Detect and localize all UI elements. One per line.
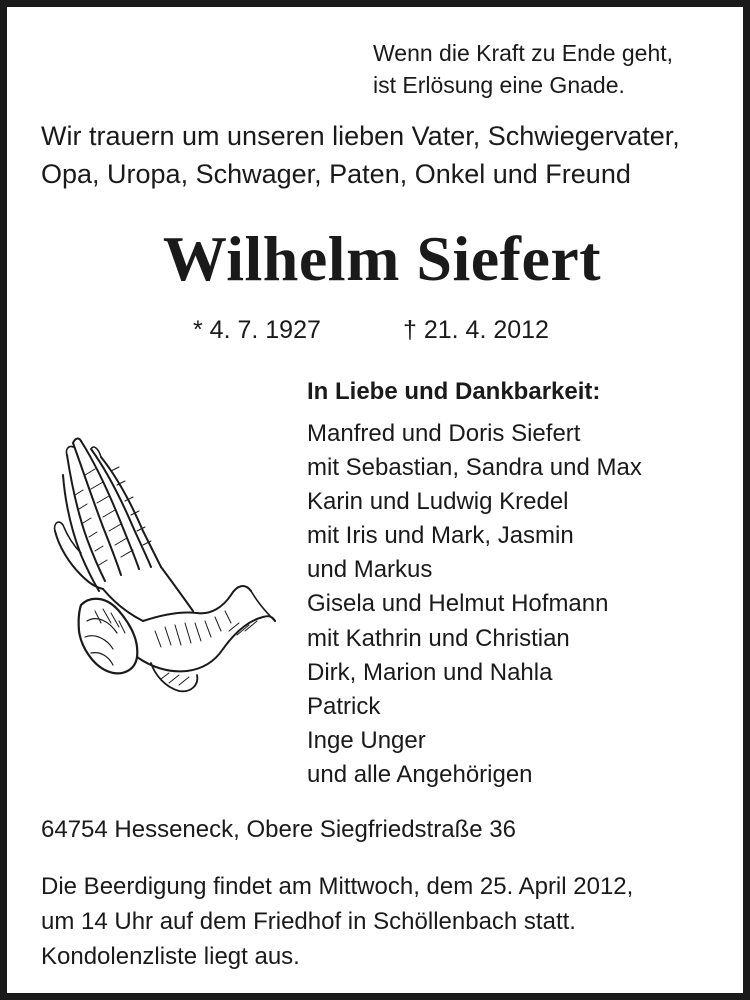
mourners-list <box>307 417 642 792</box>
mourner-line: und alle Angehörigen <box>307 760 533 788</box>
mourner-line: Dirk, Marion und Nahla <box>307 658 553 686</box>
mourner-line: mit Iris und Mark, Jasmin <box>307 522 574 550</box>
address: 64754 Hesseneck, Obere Siegfriedstraße 36 <box>41 816 516 843</box>
mourner-line: Manfred und Doris Siefert <box>307 420 581 447</box>
motto-line: Wenn die Kraft zu Ende geht, <box>373 40 674 66</box>
funeral-line: Die Beerdigung findet am Mittwoch, dem 25. April 2012, <box>41 873 634 900</box>
deceased-name: Wilhelm Siefert <box>162 223 602 294</box>
mourner-line: Gisela und Helmut Hofmann <box>307 590 609 618</box>
funeral-info <box>41 869 633 974</box>
motto-line: ist Erlösung eine Gnade. <box>373 72 625 98</box>
mourner-line: mit Kathrin und Christian <box>307 624 570 652</box>
praying-hands-icon <box>51 435 277 695</box>
death-date: † 21. 4. 2012 <box>403 316 549 344</box>
signatories-heading: In Liebe und Dankbarkeit: <box>307 378 601 405</box>
mourner-line: Patrick <box>307 692 381 720</box>
mourner-line: mit Sebastian, Sandra und Max <box>307 454 642 482</box>
mourner-line: Karin und Ludwig Kredel <box>307 488 569 516</box>
intro-line: Opa, Uropa, Schwager, Paten, Onkel und Freund <box>41 159 631 189</box>
mourner-line: und Markus <box>307 556 433 584</box>
motto-quote <box>373 37 673 101</box>
mourner-line: Inge Unger <box>307 726 426 754</box>
funeral-line: Kondolenzliste liegt aus. <box>41 943 300 970</box>
birth-date: * 4. 7. 1927 <box>193 316 321 344</box>
intro-text <box>41 117 680 193</box>
intro-line: Wir trauern um unseren lieben Vater, Schwiegervater, <box>41 121 680 151</box>
funeral-line: um 14 Uhr auf dem Friedhof in Schöllenbach statt. <box>41 908 576 935</box>
